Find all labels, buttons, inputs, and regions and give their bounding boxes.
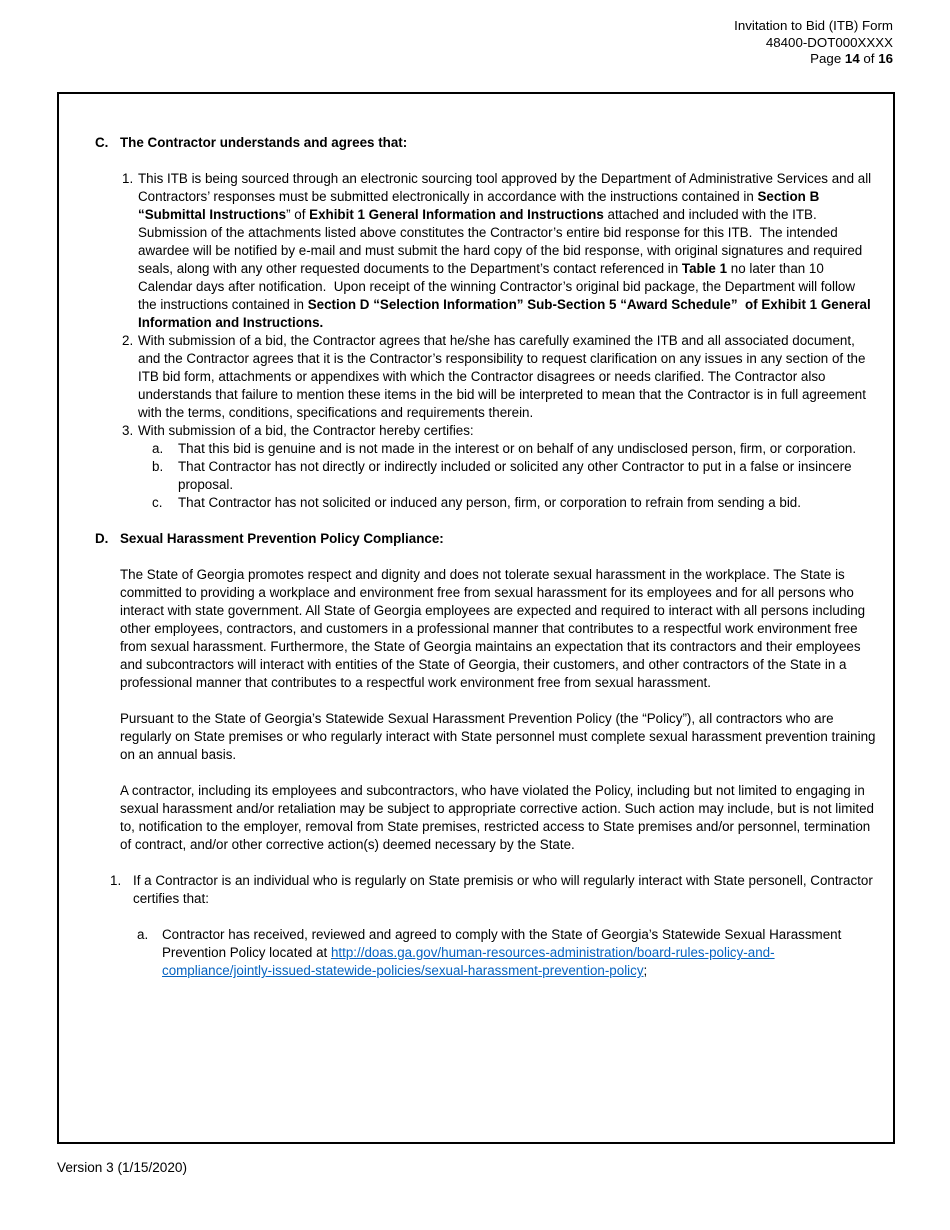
document-body: [95, 134, 880, 980]
blank-line: [95, 764, 877, 782]
item-c3b: [95, 458, 877, 494]
block-text: [120, 710, 880, 764]
text-run: With submission of a bid, the Contractor hereby certifies:: [138, 423, 474, 438]
page-label: Page: [810, 51, 845, 66]
header-page-indicator: [734, 51, 893, 68]
item-c3: [95, 422, 877, 440]
blank-line: [95, 692, 877, 710]
blank-line: [95, 548, 877, 566]
item-d1: [95, 872, 877, 908]
list-marker: a.: [137, 927, 149, 942]
text-run: attached and included with the ITB. Submission of the attachments listed above constitutes the Contractor’s entire bid response for this ITB. The intended awardee will be notified by e-mail and must submit the hard copy of the bid response, with original signatures and required seals, along with any other requested documents to the Department’s contact referenced in: [138, 207, 866, 276]
list-marker: 1.: [122, 171, 134, 186]
block-text: [178, 440, 877, 458]
block-text: [120, 134, 877, 152]
text-run: With submission of a bid, the Contractor agrees that he/she has carefully examined the ITB and all associated document, and the Contractor agrees that it is the Contractor’s responsibility to request clarification on any issues in any section of the ITB bid form, attachments or appendixes with which the Contractor disagrees or needs clarified. The Contractor also understands that failure to mention these items in the bid will be interpreted to mean that the Contractor is in full agreement with the terms, conditions, specifications and requirements therein.: [138, 333, 870, 420]
blank-line: [95, 152, 877, 170]
block-text: [178, 458, 877, 494]
block-text: [120, 530, 877, 548]
para-d2: [95, 710, 880, 764]
text-run: ” of: [286, 207, 310, 222]
text-run: That Contractor has not solicited or induced any person, firm, or corporation to refrain from sending a bid.: [178, 495, 801, 510]
item-c1: [95, 170, 877, 332]
text-run: This ITB is being sourced through an electronic sourcing tool approved by the Department of Administrative Services and all Contractors’ responses must be submitted electronically in accordance with the instructions contained in: [138, 171, 875, 204]
block-text: [138, 422, 877, 440]
section-d-heading: [95, 530, 877, 548]
text-run: Contractor has received, reviewed and agreed to comply with the State of Georgia’s Statewide Sexual Harassment Prevention Policy located at: [162, 927, 846, 960]
header-form-number: 48400-DOT000XXXX: [765, 34, 893, 50]
blank-line: [95, 908, 877, 926]
list-marker: 3.: [122, 423, 134, 438]
policy-link[interactable]: http://doas.ga.gov/human-resources-administration/board-rules-policy-and-compliance/jointly-issued-statewide-policies/sexual-harassment-prevention-policy: [162, 945, 775, 978]
list-marker: a.: [152, 441, 164, 456]
block-text: [138, 332, 877, 422]
page-total: 16: [878, 51, 893, 66]
section-c-heading: [95, 134, 877, 152]
block-text: [120, 782, 877, 854]
text-run: ;: [643, 963, 648, 978]
block-text: [162, 926, 877, 980]
header-form-title: Invitation to Bid (ITB) Form: [734, 18, 893, 33]
page-header: [734, 18, 893, 68]
list-marker: C.: [95, 135, 109, 150]
text-run: That this bid is genuine and is not made in the interest or on behalf of any undisclosed person, firm, or corporation.: [178, 441, 857, 456]
document-content-box: [57, 92, 895, 1144]
list-marker: c.: [152, 495, 163, 510]
blank-line: [95, 854, 877, 872]
text-run: no later than 10 Calendar days after notification. Upon receipt of the winning Contractor’s original bid package, the Department will follow the instructions contained in: [138, 261, 859, 312]
page-number: 14: [844, 51, 860, 66]
para-d1: [95, 566, 877, 692]
para-d3: [95, 782, 877, 854]
list-marker: b.: [152, 459, 164, 474]
text-run: Pursuant to the State of Georgia’s Statewide Sexual Harassment Prevention Policy (the “Policy”), all contractors who are regularly on State premises or who regularly interact with State personnel must complete sexual harassment prevention training on an annual basis.: [120, 711, 880, 762]
text-run: Sexual Harassment Prevention Policy Compliance:: [120, 531, 444, 546]
page-of-label: of: [859, 51, 879, 66]
block-text: [138, 170, 877, 332]
blank-line: [95, 512, 877, 530]
item-d1a: [95, 926, 877, 980]
text-run: That Contractor has not directly or indirectly included or solicited any other Contractor to put in a false or insincere proposal.: [178, 459, 856, 492]
list-marker: 1.: [110, 873, 122, 888]
text-run: Table 1: [681, 261, 728, 276]
block-text: [178, 494, 877, 512]
item-c3c: [95, 494, 877, 512]
text-run: Section D “Selection Information” Sub-Section 5 “Award Schedule” of Exhibit 1 General Information and Instructions.: [138, 297, 875, 330]
text-run: Section B “Submittal Instructions: [138, 189, 823, 222]
text-run: A contractor, including its employees and subcontractors, who have violated the Policy, including but not limited to engaging in sexual harassment and/or retaliation may be subject to appropriate corrective action. Such action may include, but is not limited to, notification to the employer, removal from State premises, restricted access to State premises and/or personnel, termination of contract, and/or other corrective action(s) deemed necessary by the State.: [120, 783, 878, 852]
block-text: [120, 566, 877, 692]
text-run: The State of Georgia promotes respect and dignity and does not tolerate sexual harassment in the workplace. The State is committed to providing a workplace and environment free from sexual harassment for its employees and for all persons who interact with state government. All State of Georgia employees are expected and required to interact with all persons including other employees, contractors, and customers in a professional manner that contributes to a respectful work environment free from sexual harassment. Furthermore, the State of Georgia maintains an expectation that its contractors and their employees and subcontractors will interact with entities of the State of Georgia, their customers, and other contractors of the State in a professional manner that contributes to a respectful work environment free from sexual harassment.: [120, 567, 869, 690]
item-c2: [95, 332, 877, 422]
text-run: The Contractor understands and agrees that:: [120, 135, 408, 150]
item-c3a: [95, 440, 877, 458]
list-marker: 2.: [122, 333, 134, 348]
text-run: If a Contractor is an individual who is regularly on State premisis or who will regularly interact with State personell, Contractor certifies that:: [133, 873, 877, 906]
list-marker: D.: [95, 531, 109, 546]
text-run: Exhibit 1 General Information and Instructions: [309, 207, 604, 222]
block-text: [133, 872, 877, 908]
version-footer: Version 3 (1/15/2020): [57, 1160, 187, 1175]
